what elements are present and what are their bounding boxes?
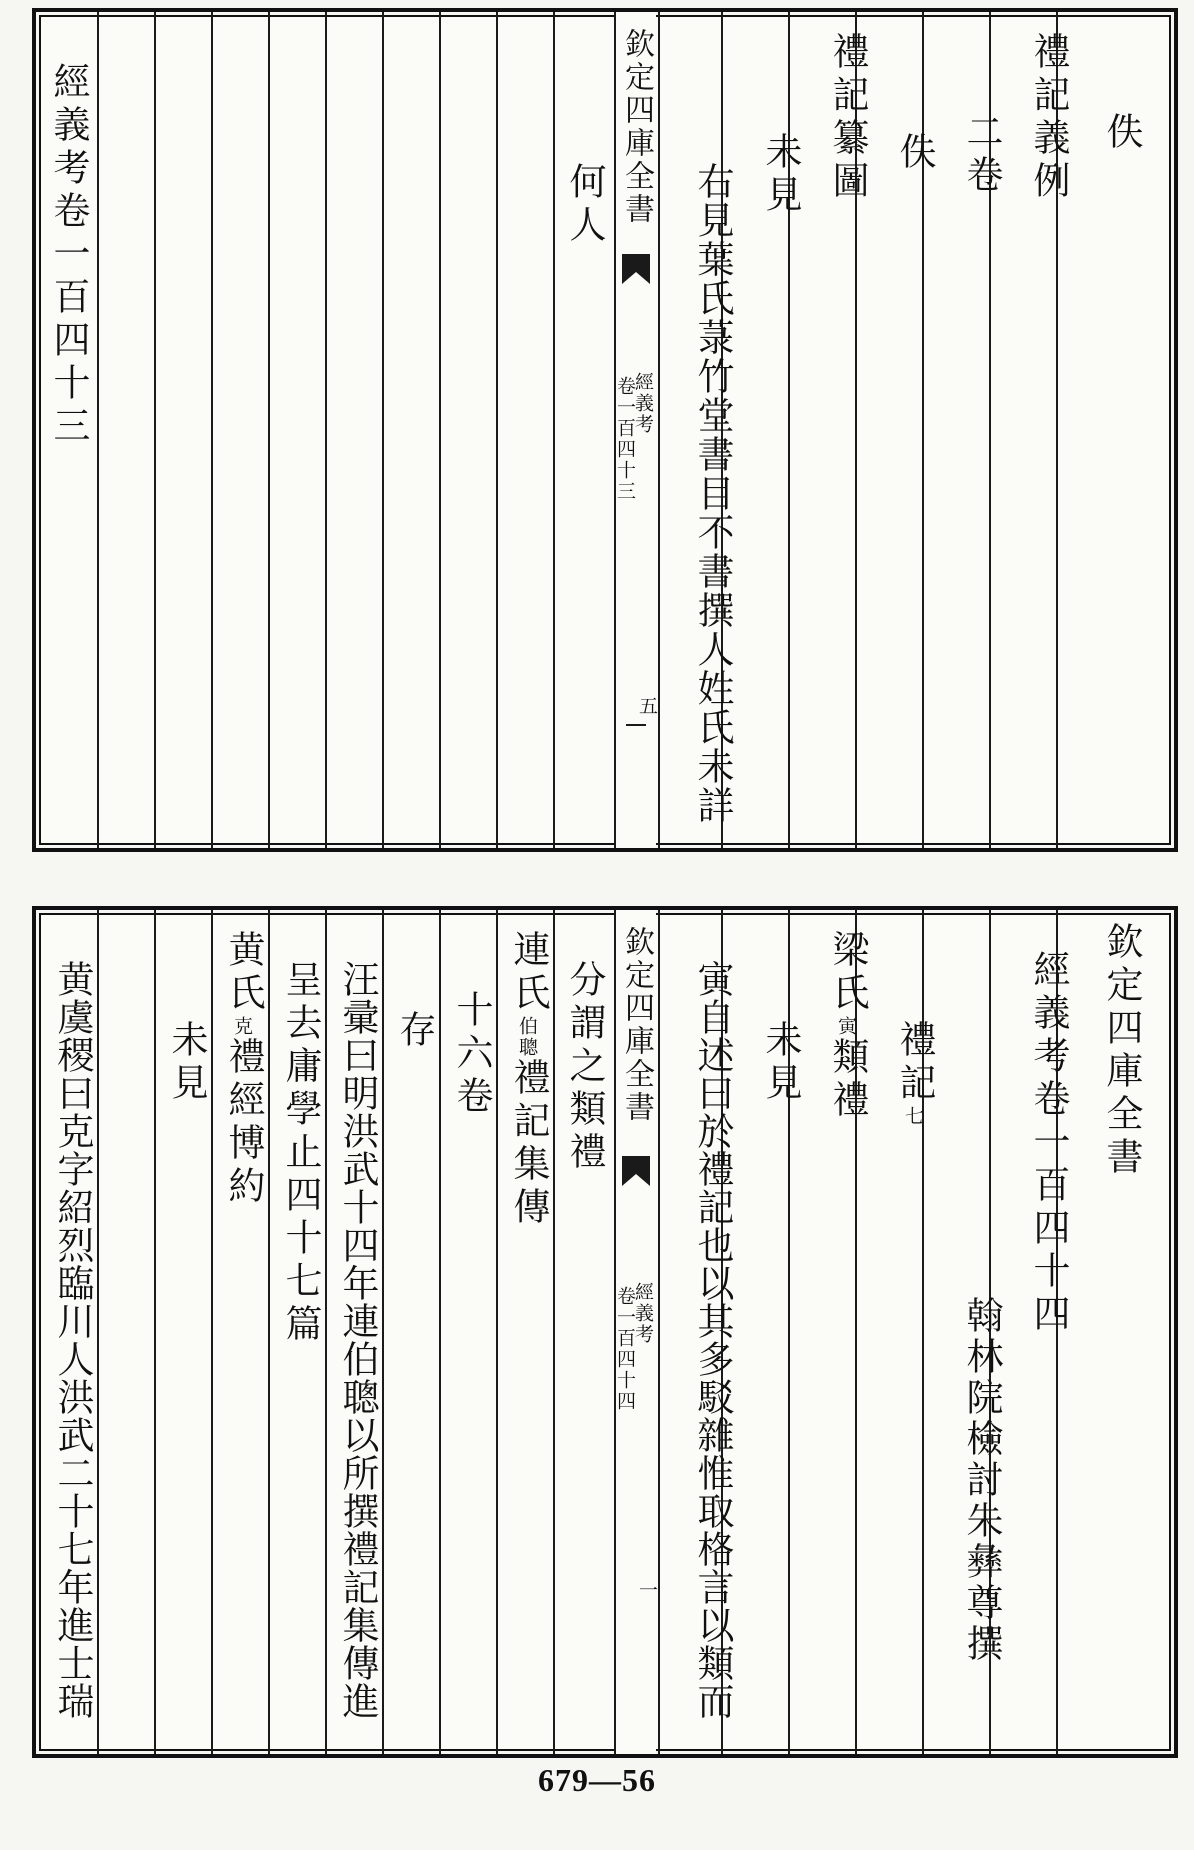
column-rule xyxy=(658,12,660,848)
text-column: 黄虞稷曰克字紹烈臨川人洪武二十七年進士瑞 xyxy=(51,960,94,1720)
column-rule xyxy=(658,910,660,1754)
column-rule xyxy=(154,12,156,848)
entry-note: 伯聰 xyxy=(516,1016,538,1058)
text-column: 右見葉氏菉竹堂書目不書撰人姓氏未詳 xyxy=(691,162,734,825)
lower-page xyxy=(32,906,1178,1758)
entry-after: 禮記集傳 xyxy=(507,1058,550,1230)
column-rule xyxy=(268,910,270,1754)
volume-end-title: 經義考卷一百四十三 xyxy=(47,62,90,449)
collection-title: 欽定四庫全書 xyxy=(1100,922,1143,1180)
center-rule xyxy=(626,724,646,726)
entry-note: 寅 xyxy=(835,1016,857,1037)
center-collection-title: 欽定四庫全書 xyxy=(619,926,654,1124)
entry-main: 黄氏 xyxy=(222,930,265,1016)
center-volume: 卷一百四十三 xyxy=(614,376,636,502)
text-column: 未見 xyxy=(759,1020,802,1106)
entry-main: 連氏 xyxy=(507,930,550,1016)
text-column: 未見 xyxy=(165,1020,208,1106)
entry-note: 七 xyxy=(902,1106,924,1127)
column-rule xyxy=(382,12,384,848)
entry-note: 克 xyxy=(231,1016,253,1037)
column-rule xyxy=(325,910,327,1754)
text-column: 佚 xyxy=(893,132,936,175)
column-rule xyxy=(496,12,498,848)
volume-heading: 經義考卷一百四十四 xyxy=(1027,950,1070,1337)
center-folio: 一 xyxy=(636,1580,658,1601)
text-column: 何人 xyxy=(563,162,606,248)
text-column: 存 xyxy=(393,1010,436,1053)
column-rule xyxy=(211,910,213,1754)
column-rule xyxy=(496,910,498,1754)
entry-after: 類禮 xyxy=(826,1037,869,1123)
column-rule xyxy=(439,910,441,1754)
text-column: 寅自述曰於禮記也以其多駁雜惟取格言以類而 xyxy=(691,960,734,1720)
entry-title xyxy=(825,930,869,1123)
page-number: 679—56 xyxy=(538,1762,656,1798)
fish-tail-mark xyxy=(622,1156,650,1196)
entry-title xyxy=(221,930,265,1209)
entry-after: 禮經博約 xyxy=(222,1037,265,1209)
column-rule xyxy=(382,910,384,1754)
column-rule xyxy=(439,12,441,848)
column-rule xyxy=(553,910,555,1754)
center-fold-strip xyxy=(616,12,656,848)
text-column: 禮記義例 xyxy=(1027,32,1070,204)
column-rule xyxy=(211,12,213,848)
column-rule xyxy=(268,12,270,848)
column-rule xyxy=(97,12,99,848)
fish-tail-mark xyxy=(622,254,650,294)
column-rule xyxy=(325,12,327,848)
column-rule xyxy=(553,12,555,848)
center-collection-title: 欽定四庫全書 xyxy=(619,28,654,226)
text-column: 禮記纂圖 xyxy=(826,32,869,204)
entry-title xyxy=(892,1020,936,1127)
center-fold-strip xyxy=(616,910,656,1754)
center-book-title: 經義考 xyxy=(632,1282,654,1345)
center-book-title: 經義考 xyxy=(632,372,654,435)
center-volume: 卷一百四十四 xyxy=(614,1286,636,1412)
column-rule xyxy=(97,910,99,1754)
entry-title xyxy=(506,930,550,1230)
text-column: 佚 xyxy=(1100,112,1143,155)
entry-main: 梁氏 xyxy=(826,930,869,1016)
center-folio: 五 xyxy=(636,696,658,717)
column-rule xyxy=(154,910,156,1754)
entry-main: 禮記 xyxy=(893,1020,936,1106)
text-column: 汪彚曰明洪武十四年連伯聰以所撰禮記集傳進 xyxy=(336,960,379,1720)
text-column: 二卷 xyxy=(960,112,1003,198)
compiler-line: 翰林院檢討朱彝尊撰 xyxy=(960,1296,1003,1665)
text-column: 十六卷 xyxy=(450,990,493,1119)
text-column: 分謂之類禮 xyxy=(563,960,606,1175)
text-column: 未見 xyxy=(759,132,802,218)
text-column: 呈去庸學止四十七篇 xyxy=(279,960,322,1347)
upper-page xyxy=(32,8,1178,852)
